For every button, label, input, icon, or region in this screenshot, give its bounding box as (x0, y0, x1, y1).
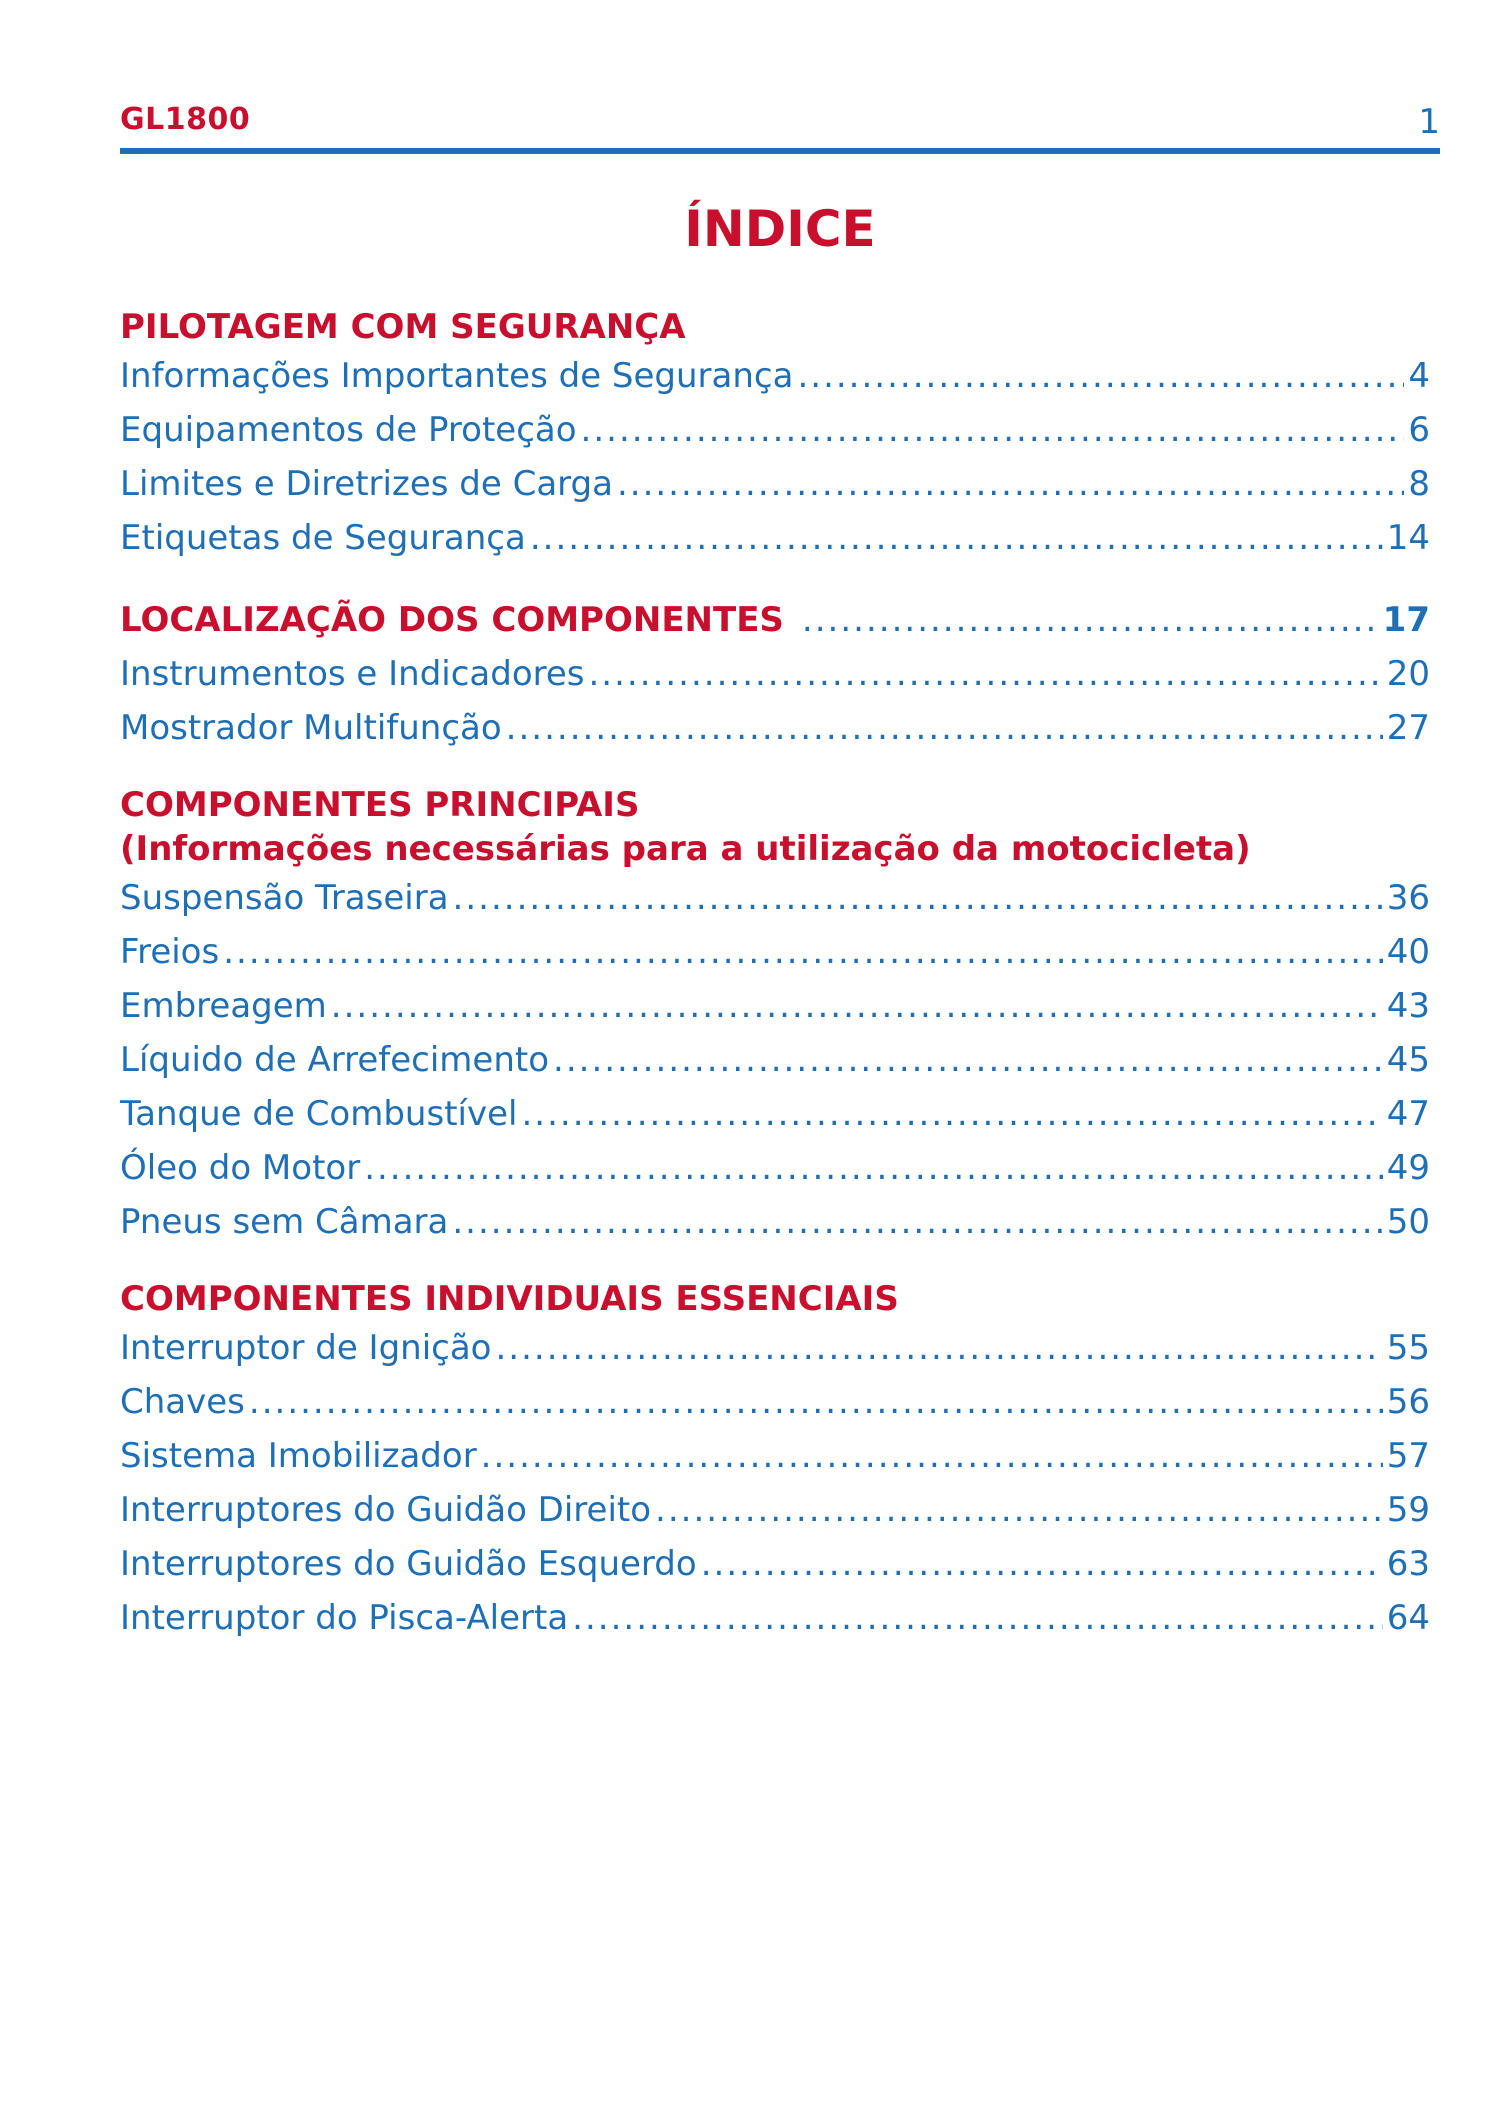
entry-label: Interruptor do Pisca-Alerta (120, 1598, 569, 1638)
section-subheading: (Informações necessárias para a utilização da motocicleta) (120, 829, 1251, 869)
toc-entry[interactable] (120, 871, 1430, 925)
entry-page: 63 (1386, 1544, 1430, 1584)
toc-heading-entry[interactable] (120, 593, 1430, 647)
page-header (120, 98, 1440, 146)
dot-leader (589, 647, 1383, 701)
entry-page: 43 (1386, 986, 1430, 1026)
dot-leader (701, 1537, 1383, 1591)
entry-label: Interruptores do Guidão Direito (120, 1490, 652, 1530)
toc-entry[interactable] (120, 925, 1430, 979)
dot-leader (617, 457, 1404, 511)
entry-page: 45 (1386, 1040, 1430, 1080)
entry-page: 57 (1386, 1436, 1430, 1476)
entry-label: Instrumentos e Indicadores (120, 654, 585, 694)
entry-label: Embreagem (120, 986, 327, 1026)
toc-section-componentes-individuais (120, 1277, 1430, 1645)
toc-entry[interactable] (120, 349, 1430, 403)
entry-page: 55 (1386, 1328, 1430, 1368)
dot-leader (331, 979, 1383, 1033)
entry-label: Líquido de Arrefecimento (120, 1040, 550, 1080)
toc-entry[interactable] (120, 1033, 1430, 1087)
entry-label: Pneus sem Câmara (120, 1202, 449, 1242)
entry-label: Interruptores do Guidão Esquerdo (120, 1544, 697, 1584)
dot-leader (797, 349, 1404, 403)
entry-page: 6 (1408, 410, 1430, 450)
toc-entry[interactable] (120, 1321, 1430, 1375)
entry-page: 59 (1386, 1490, 1430, 1530)
entry-page: 36 (1386, 878, 1430, 918)
section-heading: COMPONENTES INDIVIDUAIS ESSENCIAIS (120, 1279, 899, 1319)
dot-leader (364, 1141, 1383, 1195)
dot-leader (521, 1087, 1382, 1141)
entry-label: Chaves (120, 1382, 245, 1422)
entry-label: Freios (120, 932, 220, 972)
section-heading: COMPONENTES PRINCIPAIS (120, 785, 640, 825)
dot-leader (572, 1591, 1383, 1645)
dot-leader (802, 593, 1379, 647)
dot-leader (452, 1195, 1382, 1249)
dot-leader (223, 925, 1383, 979)
entry-label: Informações Importantes de Segurança (120, 356, 794, 396)
toc-entry[interactable] (120, 1537, 1430, 1591)
model-name: GL1800 (120, 102, 251, 137)
entry-page: 20 (1386, 654, 1430, 694)
dot-leader (495, 1321, 1382, 1375)
toc-section-localizacao (120, 593, 1430, 755)
toc-entry[interactable] (120, 1195, 1430, 1249)
toc-entry[interactable] (120, 403, 1430, 457)
entry-label: Equipamentos de Proteção (120, 410, 577, 450)
entry-page: 50 (1386, 1202, 1430, 1242)
toc-entry[interactable] (120, 701, 1430, 755)
entry-page: 14 (1386, 518, 1430, 558)
entry-page: 8 (1408, 464, 1430, 504)
entry-label: Limites e Diretrizes de Carga (120, 464, 613, 504)
dot-leader (481, 1429, 1383, 1483)
toc-entry[interactable] (120, 1429, 1430, 1483)
entry-page: 49 (1386, 1148, 1430, 1188)
toc-entry[interactable] (120, 511, 1430, 565)
section-heading: PILOTAGEM COM SEGURANÇA (120, 307, 686, 347)
entry-page: 40 (1386, 932, 1430, 972)
page-number: 1 (1418, 102, 1440, 142)
entry-page: 17 (1382, 600, 1430, 640)
dot-leader (506, 701, 1383, 755)
dot-leader (249, 1375, 1383, 1429)
toc-entry[interactable] (120, 1375, 1430, 1429)
dot-leader (453, 871, 1383, 925)
toc-entry[interactable] (120, 1591, 1430, 1645)
entry-label: Suspensão Traseira (120, 878, 449, 918)
entry-page: 4 (1408, 356, 1430, 396)
entry-page: 56 (1386, 1382, 1430, 1422)
entry-page: 47 (1386, 1094, 1430, 1134)
dot-leader (581, 403, 1405, 457)
toc-entry[interactable] (120, 647, 1430, 701)
entry-page: 27 (1386, 708, 1430, 748)
section-heading: LOCALIZAÇÃO DOS COMPONENTES (120, 600, 784, 640)
toc-entry[interactable] (120, 1141, 1430, 1195)
entry-label: Tanque de Combustível (120, 1094, 518, 1134)
toc-entry[interactable] (120, 1087, 1430, 1141)
entry-label: Sistema Imobilizador (120, 1436, 477, 1476)
toc-entry[interactable] (120, 457, 1430, 511)
dot-leader (553, 1033, 1383, 1087)
dot-leader (530, 511, 1383, 565)
toc-section-pilotagem (120, 305, 1430, 565)
header-rule (120, 148, 1440, 154)
entry-label: Óleo do Motor (120, 1148, 361, 1188)
entry-label: Mostrador Multifunção (120, 708, 502, 748)
entry-label: Interruptor de Ignição (120, 1328, 492, 1368)
dot-leader (655, 1483, 1383, 1537)
toc-entry[interactable] (120, 1483, 1430, 1537)
entry-label: Etiquetas de Segurança (120, 518, 526, 558)
page-title: ÍNDICE (684, 200, 876, 258)
entry-page: 64 (1386, 1598, 1430, 1638)
toc-entry[interactable] (120, 979, 1430, 1033)
table-of-contents (120, 305, 1430, 1673)
toc-section-componentes-principais (120, 783, 1430, 1249)
